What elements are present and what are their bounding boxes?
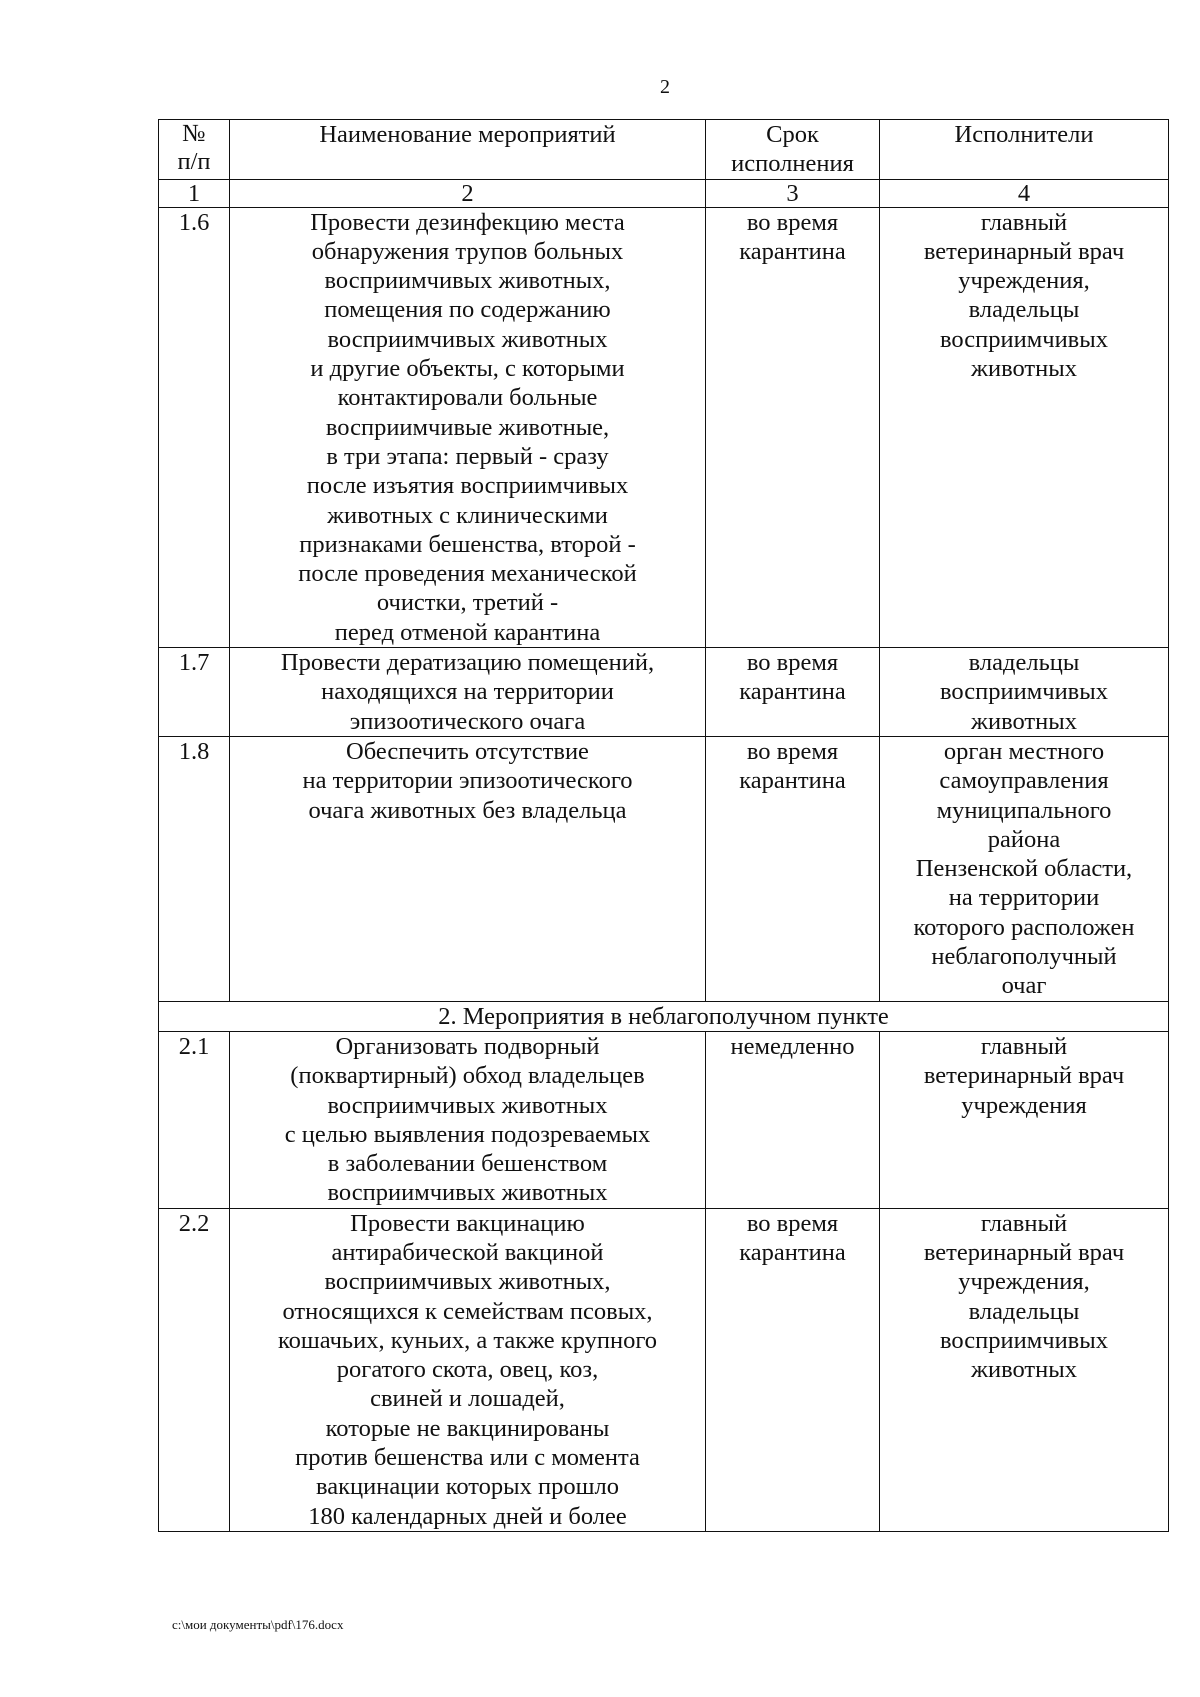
table-row — [159, 736, 1169, 1001]
measure-executors: главный ветеринарный врач учреждения, владельцы восприимчивых животных — [880, 207, 1169, 647]
row-number: 2.1 — [159, 1031, 230, 1208]
table-row — [159, 1031, 1169, 1208]
column-number: 2 — [230, 179, 706, 207]
column-number: 4 — [880, 179, 1169, 207]
measure-name: Провести вакцинацию антирабической вакциной восприимчивых животных, относящихся к семействам псовых, кошачьих, куньих, а также крупного рогатого скота, овец, коз, свиней и лошадей, которые не вакцинированы против бешенства или с момента вакцинации которых прошло 180 календарных дней и более — [230, 1208, 706, 1531]
header-number: № п/п — [159, 120, 230, 180]
measure-executors: владельцы восприимчивых животных — [880, 648, 1169, 737]
table-row — [159, 207, 1169, 647]
measure-executors: орган местного самоуправления муниципального района Пензенской области, на территории которого расположен неблагополучный очаг — [880, 736, 1169, 1001]
measure-executors: главный ветеринарный врач учреждения — [880, 1031, 1169, 1208]
table-row — [159, 648, 1169, 737]
table-header-row — [159, 120, 1169, 180]
header-term: Срок исполнения — [706, 120, 880, 180]
measure-term: во время карантина — [706, 648, 880, 737]
column-number: 1 — [159, 179, 230, 207]
row-number: 1.8 — [159, 736, 230, 1001]
measures-table — [158, 119, 1169, 1532]
footer-file-path: c:\мои документы\pdf\176.docx — [172, 1617, 344, 1632]
row-number: 2.2 — [159, 1208, 230, 1531]
section-heading: 2. Мероприятия в неблагополучном пункте — [159, 1001, 1169, 1031]
measure-term: во время карантина — [706, 1208, 880, 1531]
page-number: 2 — [660, 76, 670, 98]
measure-term: во время карантина — [706, 207, 880, 647]
measure-name: Организовать подворный (поквартирный) обход владельцев восприимчивых животных с целью выявления подозреваемых в заболевании бешенством восприимчивых животных — [230, 1031, 706, 1208]
measure-name: Обеспечить отсутствие на территории эпизоотического очага животных без владельца — [230, 736, 706, 1001]
measure-name: Провести дезинфекцию места обнаружения трупов больных восприимчивых животных, помещения по содержанию восприимчивых животных и другие объекты, с которыми контактировали больные восприимчивые животные, в три этапа: первый - сразу после изъятия восприимчивых животных с клиническими признаками бешенства, второй - после проведения механической очистки, третий - перед отменой карантина — [230, 207, 706, 647]
measure-executors: главный ветеринарный врач учреждения, владельцы восприимчивых животных — [880, 1208, 1169, 1531]
measure-term: немедленно — [706, 1031, 880, 1208]
header-measure-name: Наименование мероприятий — [230, 120, 706, 180]
measure-name: Провести дератизацию помещений, находящихся на территории эпизоотического очага — [230, 648, 706, 737]
column-number: 3 — [706, 179, 880, 207]
table-row — [159, 1208, 1169, 1531]
row-number: 1.6 — [159, 207, 230, 647]
column-number-row — [159, 179, 1169, 207]
header-executors: Исполнители — [880, 120, 1169, 180]
measure-term: во время карантина — [706, 736, 880, 1001]
section-heading-row — [159, 1001, 1169, 1031]
row-number: 1.7 — [159, 648, 230, 737]
